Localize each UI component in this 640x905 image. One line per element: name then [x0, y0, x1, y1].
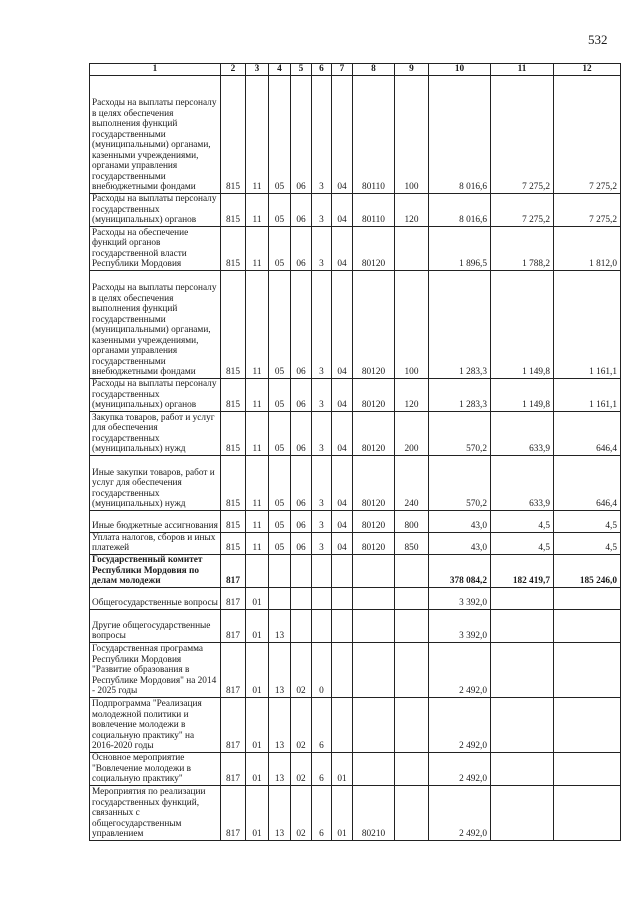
event-cell: 04: [332, 75, 353, 193]
section-cell: 11: [246, 270, 269, 378]
subsection-cell: 05: [269, 193, 291, 226]
table-row: [90, 554, 621, 587]
amount-2021-cell: 3 392,0: [429, 587, 491, 609]
section-cell: 01: [246, 785, 269, 840]
section-cell: 11: [246, 75, 269, 193]
target-cell: 80120: [353, 510, 395, 532]
amount-2021-cell: 2 492,0: [429, 752, 491, 785]
program-cell: 02: [291, 752, 312, 785]
amount-2021-cell: 1 283,3: [429, 270, 491, 378]
table-row: [90, 785, 621, 840]
event-cell: [332, 609, 353, 642]
name-cell: Расходы на выплаты персоналу государственных (муниципальных) органов: [90, 378, 221, 411]
amount-2021-cell: 2 492,0: [429, 697, 491, 752]
program-cell: 06: [291, 411, 312, 455]
subprogram-cell: [312, 609, 332, 642]
section-cell: 01: [246, 587, 269, 609]
event-cell: 04: [332, 378, 353, 411]
expense-type-cell: 850: [395, 532, 429, 554]
expense-type-cell: [395, 609, 429, 642]
column-header: 2: [221, 64, 246, 76]
event-cell: [332, 554, 353, 587]
subsection-cell: 05: [269, 532, 291, 554]
subprogram-cell: 6: [312, 785, 332, 840]
subprogram-cell: 3: [312, 411, 332, 455]
admin-cell: 815: [221, 193, 246, 226]
admin-cell: 817: [221, 587, 246, 609]
expense-type-cell: 120: [395, 193, 429, 226]
admin-cell: 817: [221, 554, 246, 587]
table-body: [90, 75, 621, 840]
amount-2023-cell: 646,4: [554, 455, 621, 510]
table-row: [90, 75, 621, 193]
admin-cell: 817: [221, 752, 246, 785]
amount-2021-cell: 3 392,0: [429, 609, 491, 642]
table-row: [90, 697, 621, 752]
table-row: [90, 587, 621, 609]
subprogram-cell: 3: [312, 75, 332, 193]
subsection-cell: [269, 554, 291, 587]
section-cell: 01: [246, 752, 269, 785]
admin-cell: 817: [221, 697, 246, 752]
table-row: [90, 642, 621, 697]
program-cell: 06: [291, 510, 312, 532]
amount-2022-cell: [491, 697, 554, 752]
table-row: [90, 455, 621, 510]
event-cell: 04: [332, 411, 353, 455]
target-cell: [353, 587, 395, 609]
subsection-cell: 13: [269, 642, 291, 697]
admin-cell: 815: [221, 411, 246, 455]
program-cell: 02: [291, 697, 312, 752]
admin-cell: 815: [221, 270, 246, 378]
target-cell: [353, 609, 395, 642]
subsection-cell: 05: [269, 455, 291, 510]
target-cell: 80120: [353, 378, 395, 411]
subprogram-cell: 6: [312, 752, 332, 785]
subprogram-cell: 3: [312, 193, 332, 226]
amount-2022-cell: 1 149,8: [491, 270, 554, 378]
admin-cell: 815: [221, 455, 246, 510]
amount-2022-cell: 7 275,2: [491, 193, 554, 226]
name-cell: Мероприятия по реализации государственных функций, связанных с общегосударственным управлением: [90, 785, 221, 840]
amount-2021-cell: 8 016,6: [429, 193, 491, 226]
name-cell: Государственная программа Республики Мордовия "Развитие образования в Республике Мордовия" на 2014 - 2025 годы: [90, 642, 221, 697]
target-cell: [353, 554, 395, 587]
table-row: [90, 411, 621, 455]
column-header: 4: [269, 64, 291, 76]
amount-2022-cell: 1 149,8: [491, 378, 554, 411]
amount-2021-cell: 2 492,0: [429, 642, 491, 697]
column-header: 5: [291, 64, 312, 76]
event-cell: 04: [332, 532, 353, 554]
amount-2022-cell: 182 419,7: [491, 554, 554, 587]
section-cell: 01: [246, 697, 269, 752]
subsection-cell: [269, 587, 291, 609]
amount-2021-cell: 43,0: [429, 532, 491, 554]
admin-cell: 815: [221, 378, 246, 411]
table-row: [90, 193, 621, 226]
program-cell: 06: [291, 75, 312, 193]
name-cell: Иные бюджетные ассигнования: [90, 510, 221, 532]
subprogram-cell: 3: [312, 226, 332, 270]
section-cell: 11: [246, 378, 269, 411]
subprogram-cell: 3: [312, 532, 332, 554]
name-cell: Расходы на обеспечение функций органов государственной власти Республики Мордовия: [90, 226, 221, 270]
admin-cell: 815: [221, 226, 246, 270]
subprogram-cell: [312, 554, 332, 587]
program-cell: 06: [291, 193, 312, 226]
subsection-cell: 13: [269, 697, 291, 752]
program-cell: 02: [291, 642, 312, 697]
amount-2022-cell: 4,5: [491, 532, 554, 554]
section-cell: [246, 554, 269, 587]
amount-2021-cell: 570,2: [429, 411, 491, 455]
event-cell: [332, 697, 353, 752]
amount-2021-cell: 8 016,6: [429, 75, 491, 193]
admin-cell: 815: [221, 510, 246, 532]
column-header: 7: [332, 64, 353, 76]
expense-type-cell: [395, 697, 429, 752]
column-header: 1: [90, 64, 221, 76]
target-cell: 80120: [353, 411, 395, 455]
amount-2022-cell: 633,9: [491, 455, 554, 510]
header-row: [90, 64, 621, 76]
name-cell: Другие общегосударственные вопросы: [90, 609, 221, 642]
table-row: [90, 609, 621, 642]
admin-cell: 815: [221, 75, 246, 193]
amount-2021-cell: 43,0: [429, 510, 491, 532]
amount-2022-cell: [491, 587, 554, 609]
target-cell: 80120: [353, 455, 395, 510]
amount-2021-cell: 570,2: [429, 455, 491, 510]
amount-2023-cell: 7 275,2: [554, 75, 621, 193]
subprogram-cell: 3: [312, 378, 332, 411]
subsection-cell: 13: [269, 785, 291, 840]
amount-2023-cell: 646,4: [554, 411, 621, 455]
name-cell: Подпрограмма "Реализация молодежной политики и вовлечение молодежи в социальную практику" на 2016-2020 годы: [90, 697, 221, 752]
budget-table: [89, 63, 621, 841]
table-row: [90, 226, 621, 270]
expense-type-cell: 240: [395, 455, 429, 510]
section-cell: 11: [246, 532, 269, 554]
event-cell: 04: [332, 270, 353, 378]
section-cell: 11: [246, 226, 269, 270]
section-cell: 11: [246, 510, 269, 532]
amount-2022-cell: 1 788,2: [491, 226, 554, 270]
expense-type-cell: 200: [395, 411, 429, 455]
amount-2021-cell: 1 896,5: [429, 226, 491, 270]
subprogram-cell: 3: [312, 455, 332, 510]
subsection-cell: 05: [269, 510, 291, 532]
expense-type-cell: [395, 752, 429, 785]
target-cell: [353, 642, 395, 697]
column-header: 6: [312, 64, 332, 76]
name-cell: Государственный комитет Республики Мордовия по делам молодежи: [90, 554, 221, 587]
expense-type-cell: [395, 785, 429, 840]
program-cell: [291, 587, 312, 609]
section-cell: 11: [246, 411, 269, 455]
event-cell: 04: [332, 455, 353, 510]
program-cell: [291, 554, 312, 587]
amount-2023-cell: [554, 697, 621, 752]
amount-2022-cell: [491, 609, 554, 642]
column-header: 3: [246, 64, 269, 76]
program-cell: 06: [291, 226, 312, 270]
admin-cell: 817: [221, 642, 246, 697]
subsection-cell: 13: [269, 752, 291, 785]
table-row: [90, 752, 621, 785]
page-number: 532: [588, 32, 608, 47]
table-row: [90, 270, 621, 378]
amount-2022-cell: 7 275,2: [491, 75, 554, 193]
amount-2023-cell: 1 812,0: [554, 226, 621, 270]
column-header: 12: [554, 64, 621, 76]
program-cell: [291, 609, 312, 642]
amount-2022-cell: [491, 785, 554, 840]
subprogram-cell: 3: [312, 510, 332, 532]
amount-2023-cell: [554, 609, 621, 642]
program-cell: 02: [291, 785, 312, 840]
target-cell: 80210: [353, 785, 395, 840]
amount-2021-cell: 378 084,2: [429, 554, 491, 587]
amount-2023-cell: 185 246,0: [554, 554, 621, 587]
event-cell: 04: [332, 193, 353, 226]
subsection-cell: 05: [269, 411, 291, 455]
program-cell: 06: [291, 532, 312, 554]
section-cell: 01: [246, 642, 269, 697]
amount-2022-cell: 633,9: [491, 411, 554, 455]
expense-type-cell: 120: [395, 378, 429, 411]
column-header: 10: [429, 64, 491, 76]
subsection-cell: 05: [269, 75, 291, 193]
target-cell: 80110: [353, 193, 395, 226]
admin-cell: 817: [221, 785, 246, 840]
expense-type-cell: [395, 642, 429, 697]
admin-cell: 815: [221, 532, 246, 554]
amount-2023-cell: [554, 587, 621, 609]
name-cell: Расходы на выплаты персоналу в целях обеспечения выполнения функций государственными (муниципальными) органами, казенными учреждениями, органами управления государственными внебюджетными фондами: [90, 270, 221, 378]
target-cell: 80120: [353, 270, 395, 378]
section-cell: 11: [246, 193, 269, 226]
amount-2022-cell: [491, 752, 554, 785]
target-cell: 80120: [353, 226, 395, 270]
event-cell: 04: [332, 510, 353, 532]
subprogram-cell: [312, 587, 332, 609]
event-cell: [332, 642, 353, 697]
subprogram-cell: 6: [312, 697, 332, 752]
column-header: 8: [353, 64, 395, 76]
section-cell: 01: [246, 609, 269, 642]
target-cell: [353, 752, 395, 785]
subsection-cell: 05: [269, 270, 291, 378]
column-header: 11: [491, 64, 554, 76]
amount-2021-cell: 2 492,0: [429, 785, 491, 840]
target-cell: 80110: [353, 75, 395, 193]
amount-2023-cell: [554, 785, 621, 840]
subsection-cell: 05: [269, 378, 291, 411]
expense-type-cell: [395, 226, 429, 270]
subsection-cell: 05: [269, 226, 291, 270]
table-row: [90, 378, 621, 411]
table-row: [90, 532, 621, 554]
section-cell: 11: [246, 455, 269, 510]
amount-2023-cell: 4,5: [554, 532, 621, 554]
amount-2023-cell: [554, 642, 621, 697]
amount-2021-cell: 1 283,3: [429, 378, 491, 411]
subprogram-cell: 3: [312, 270, 332, 378]
event-cell: 04: [332, 226, 353, 270]
name-cell: Основное мероприятие "Вовлечение молодежи в социальную практику": [90, 752, 221, 785]
admin-cell: 817: [221, 609, 246, 642]
subsection-cell: 13: [269, 609, 291, 642]
name-cell: Общегосударственные вопросы: [90, 587, 221, 609]
column-header: 9: [395, 64, 429, 76]
event-cell: 01: [332, 785, 353, 840]
amount-2022-cell: [491, 642, 554, 697]
table-row: [90, 510, 621, 532]
program-cell: 06: [291, 270, 312, 378]
program-cell: 06: [291, 378, 312, 411]
expense-type-cell: [395, 554, 429, 587]
expense-type-cell: [395, 587, 429, 609]
name-cell: Уплата налогов, сборов и иных платежей: [90, 532, 221, 554]
target-cell: [353, 697, 395, 752]
amount-2023-cell: [554, 752, 621, 785]
target-cell: 80120: [353, 532, 395, 554]
amount-2022-cell: 4,5: [491, 510, 554, 532]
subprogram-cell: 0: [312, 642, 332, 697]
event-cell: [332, 587, 353, 609]
amount-2023-cell: 7 275,2: [554, 193, 621, 226]
name-cell: Иные закупки товаров, работ и услуг для обеспечения государственных (муниципальных) нужд: [90, 455, 221, 510]
expense-type-cell: 100: [395, 75, 429, 193]
expense-type-cell: 800: [395, 510, 429, 532]
amount-2023-cell: 4,5: [554, 510, 621, 532]
name-cell: Закупка товаров, работ и услуг для обеспечения государственных (муниципальных) нужд: [90, 411, 221, 455]
amount-2023-cell: 1 161,1: [554, 270, 621, 378]
program-cell: 06: [291, 455, 312, 510]
amount-2023-cell: 1 161,1: [554, 378, 621, 411]
event-cell: 01: [332, 752, 353, 785]
name-cell: Расходы на выплаты персоналу государственных (муниципальных) органов: [90, 193, 221, 226]
expense-type-cell: 100: [395, 270, 429, 378]
name-cell: Расходы на выплаты персоналу в целях обеспечения выполнения функций государственными (муниципальными) органами, казенными учреждениями, органами управления государственными внебюджетными фондами: [90, 75, 221, 193]
